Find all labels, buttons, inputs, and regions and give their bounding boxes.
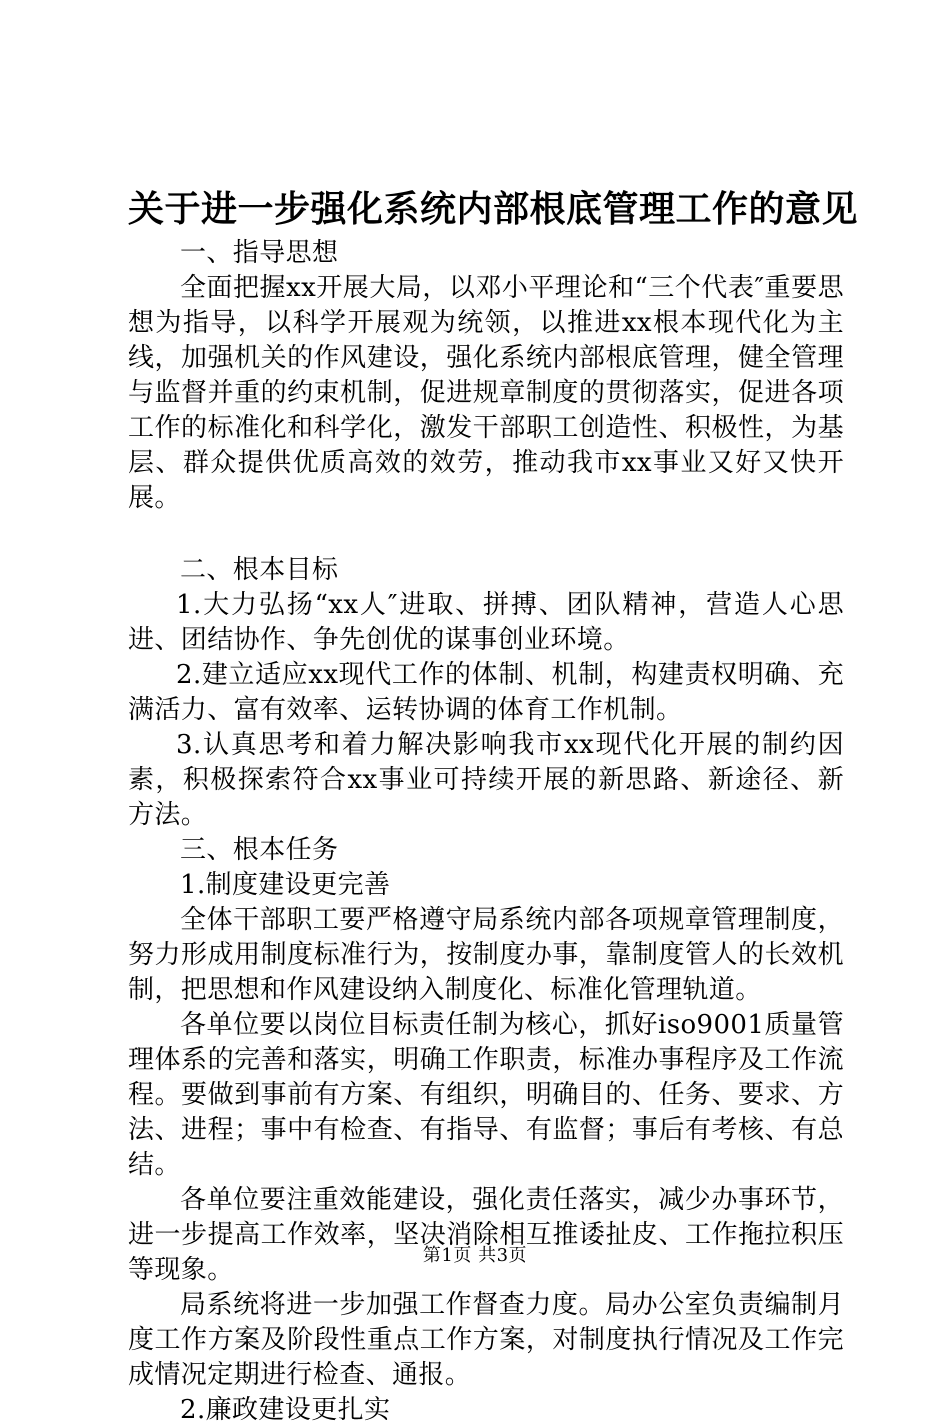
section-heading-basic-tasks: 三、根本任务 (180, 835, 339, 865)
document-title: 关于进一步强化系统内部根底管理工作的意见 (128, 188, 859, 230)
page-number: 第1页 共3页 (422, 1245, 528, 1266)
goal-item-3: 3.认真思考和着力解决影响我市xx现代化开展的制约因素，积极探索符合xx事业可持续开展的新思路、新途径、新方法。 (128, 730, 844, 830)
section-heading-basic-goals: 二、根本目标 (180, 555, 339, 585)
subheading-integrity-building: 2.廉政建设更扎实 (180, 1395, 391, 1425)
paragraph-gap (128, 516, 844, 553)
paragraph: 各单位要以岗位目标责任制为核心，抓好iso9001质量管理体系的完善和落实，明确工作职责，标准办事程序及工作流程。要做到事前有方案、有组织，明确目的、任务、要求、方法、进程；事中有检查、有指导、有监督；事后有考核、有总结。 (128, 1010, 844, 1180)
section-heading-guiding-ideology: 一、指导思想 (180, 238, 339, 268)
paragraph: 局系统将进一步加强工作督查力度。局办公室负责编制月度工作方案及阶段性重点工作方案，对制度执行情况及工作完成情况定期进行检查、通报。 (128, 1290, 844, 1390)
paragraph: 全面把握xx开展大局，以邓小平理论和“三个代表″重要思想为指导，以科学开展观为统领，以推进xx根本现代化为主线，加强机关的作风建设，强化系统内部根底管理，健全管理与监督并重的约束机制，促进规章制度的贯彻落实，促进各项工作的标准化和科学化，激发干部职工创造性、积极性，为基层、群众提供优质高效的效劳，推动我市xx事业又好又快开展。 (128, 273, 844, 513)
paragraph: 全体干部职工要严格遵守局系统内部各项规章管理制度，努力形成用制度标准行为，按制度办事，靠制度管人的长效机制，把思想和作风建设纳入制度化、标准化管理轨道。 (128, 905, 844, 1005)
goal-item-1: 1.大力弘扬“xx人″进取、拼搏、团队精神，营造人心思进、团结协作、争先创优的谋事创业环境。 (128, 590, 844, 655)
goal-item-2: 2.建立适应xx现代工作的体制、机制，构建责权明确、充满活力、富有效率、运转协调的体育工作机制。 (128, 660, 844, 725)
paragraph: 各单位要注重效能建设，强化责任落实，减少办事环节，进一步提高工作效率，坚决消除相互推诿扯皮、工作拖拉积压等现象。 (128, 1185, 844, 1285)
subheading-system-building: 1.制度建设更完善 (180, 870, 391, 900)
